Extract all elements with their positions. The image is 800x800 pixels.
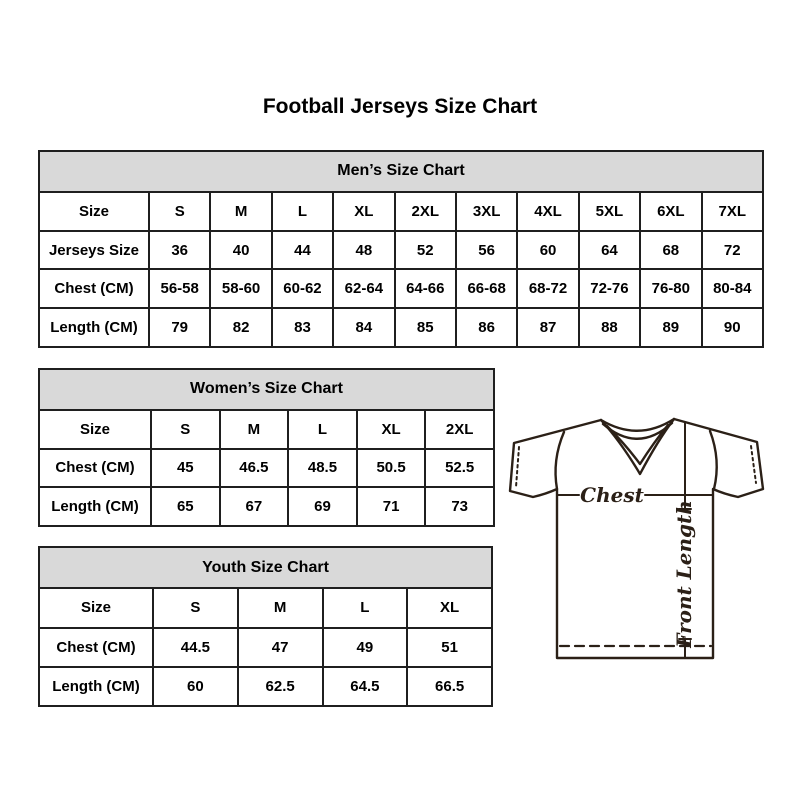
womens-table-row: [39, 410, 494, 449]
mens-cell: 66-68: [456, 269, 517, 308]
page-title: Football Jerseys Size Chart: [262, 95, 538, 118]
youth-cell: 64.5: [323, 667, 408, 706]
womens-cell: 50.5: [357, 449, 426, 488]
youth-row-label: Chest (CM): [39, 628, 153, 667]
womens-cell: 45: [151, 449, 220, 488]
womens-cell: L: [288, 410, 357, 449]
youth-cell: 66.5: [407, 667, 492, 706]
mens-table-row: [39, 231, 763, 270]
youth-cell: 49: [323, 628, 408, 667]
youth-table-title: Youth Size Chart: [39, 547, 492, 588]
mens-cell: 80-84: [702, 269, 763, 308]
womens-row-label: Size: [39, 410, 151, 449]
mens-cell: 83: [272, 308, 333, 347]
mens-cell: 58-60: [210, 269, 271, 308]
mens-cell: 52: [395, 231, 456, 270]
womens-cell: 65: [151, 487, 220, 526]
mens-cell: 56: [456, 231, 517, 270]
womens-cell: 73: [425, 487, 494, 526]
youth-cell: S: [153, 588, 238, 627]
mens-cell: XL: [333, 192, 394, 231]
youth-table-row: [39, 667, 492, 706]
jersey-left-cuff-stitch: [516, 447, 519, 487]
youth-cell: L: [323, 588, 408, 627]
womens-cell: 52.5: [425, 449, 494, 488]
youth-row-label: Length (CM): [39, 667, 153, 706]
youth-table-row: [39, 628, 492, 667]
womens-cell: 46.5: [220, 449, 289, 488]
mens-table-row: [39, 308, 763, 347]
mens-row-label: Size: [39, 192, 149, 231]
front-length-label: Front Length: [672, 500, 696, 648]
mens-cell: 7XL: [702, 192, 763, 231]
mens-cell: 44: [272, 231, 333, 270]
mens-cell: 88: [579, 308, 640, 347]
mens-cell: 3XL: [456, 192, 517, 231]
mens-size-table: [38, 150, 764, 348]
youth-table-row: [39, 588, 492, 627]
mens-cell: 72: [702, 231, 763, 270]
mens-cell: 87: [517, 308, 578, 347]
mens-row-label: Length (CM): [39, 308, 149, 347]
womens-cell: 69: [288, 487, 357, 526]
womens-table-row: [39, 449, 494, 488]
mens-table-title: Men’s Size Chart: [39, 151, 763, 192]
mens-cell: 79: [149, 308, 210, 347]
mens-cell: 68-72: [517, 269, 578, 308]
youth-cell: XL: [407, 588, 492, 627]
womens-table-title: Women’s Size Chart: [39, 369, 494, 410]
womens-table-row: [39, 487, 494, 526]
mens-cell: S: [149, 192, 210, 231]
mens-cell: M: [210, 192, 271, 231]
youth-cell: 51: [407, 628, 492, 667]
mens-cell: 36: [149, 231, 210, 270]
mens-cell: 60: [517, 231, 578, 270]
mens-cell: 86: [456, 308, 517, 347]
womens-cell: 48.5: [288, 449, 357, 488]
jersey-measurement-diagram: [500, 398, 778, 676]
womens-cell: S: [151, 410, 220, 449]
chest-label: Chest: [580, 483, 644, 507]
jersey-outline: [510, 419, 763, 658]
mens-cell: 68: [640, 231, 701, 270]
mens-cell: 5XL: [579, 192, 640, 231]
mens-cell: 6XL: [640, 192, 701, 231]
mens-table-row: [39, 192, 763, 231]
womens-size-table: [38, 368, 495, 527]
mens-cell: 56-58: [149, 269, 210, 308]
mens-row-label: Chest (CM): [39, 269, 149, 308]
mens-row-label: Jerseys Size: [39, 231, 149, 270]
youth-row-label: Size: [39, 588, 153, 627]
mens-cell: 4XL: [517, 192, 578, 231]
mens-cell: L: [272, 192, 333, 231]
youth-cell: 62.5: [238, 667, 323, 706]
mens-cell: 85: [395, 308, 456, 347]
mens-cell: 64-66: [395, 269, 456, 308]
womens-row-label: Length (CM): [39, 487, 151, 526]
youth-cell: M: [238, 588, 323, 627]
jersey-right-seam: [710, 431, 717, 489]
womens-cell: XL: [357, 410, 426, 449]
mens-table-row: [39, 269, 763, 308]
mens-cell: 76-80: [640, 269, 701, 308]
jersey-left-seam: [556, 432, 564, 489]
mens-cell: 62-64: [333, 269, 394, 308]
jersey-collar-outer-v: [601, 419, 674, 474]
mens-cell: 2XL: [395, 192, 456, 231]
youth-size-table: [38, 546, 493, 707]
womens-cell: 71: [357, 487, 426, 526]
mens-cell: 90: [702, 308, 763, 347]
mens-cell: 82: [210, 308, 271, 347]
womens-row-label: Chest (CM): [39, 449, 151, 488]
mens-cell: 84: [333, 308, 394, 347]
jersey-icon: [500, 398, 778, 676]
mens-cell: 40: [210, 231, 271, 270]
mens-cell: 48: [333, 231, 394, 270]
youth-cell: 60: [153, 667, 238, 706]
mens-cell: 72-76: [579, 269, 640, 308]
womens-cell: M: [220, 410, 289, 449]
mens-cell: 64: [579, 231, 640, 270]
youth-cell: 44.5: [153, 628, 238, 667]
jersey-right-cuff-stitch: [751, 446, 756, 483]
mens-cell: 89: [640, 308, 701, 347]
womens-cell: 67: [220, 487, 289, 526]
womens-cell: 2XL: [425, 410, 494, 449]
mens-cell: 60-62: [272, 269, 333, 308]
youth-cell: 47: [238, 628, 323, 667]
